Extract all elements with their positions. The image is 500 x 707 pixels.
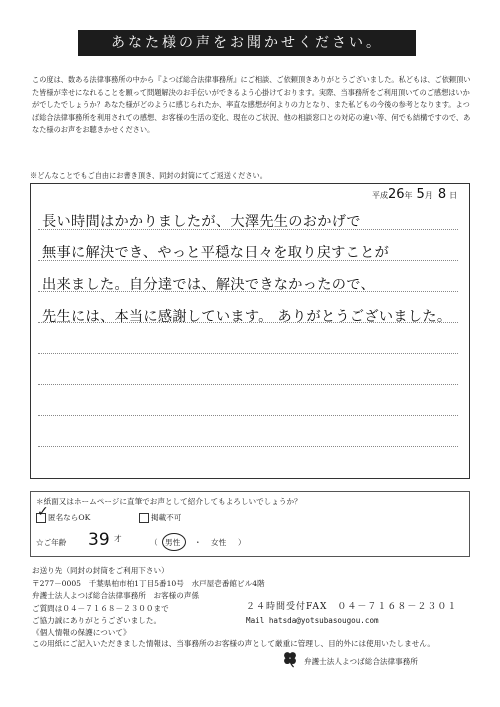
date-year: 26 — [388, 187, 405, 202]
date-era: 平成 — [372, 191, 388, 200]
handwritten-line: 無事に解決でき、やっと平穏な日々を取り戻すことが — [42, 245, 390, 261]
gender-paren-close: ） — [238, 538, 246, 547]
tel-info: ご質問は０４－７１６８－２３００まで — [32, 604, 169, 613]
address: 〒277－0005 千葉県柏市柏1丁目5番10号 水戸屋壱番館ビル4階 — [32, 579, 265, 588]
handwritten-line: 先生には、本当に感謝しています。 ありがとうございました。 — [42, 309, 452, 325]
privacy-text: この用紙にご記入いただきました情報は、当事務所のお客様の声として厳重に管理し、目的外には使用いたしません。 — [32, 639, 435, 648]
date-day-unit: 日 — [449, 191, 458, 200]
age-value: 39 — [88, 530, 110, 550]
opt-anon-label: 匿名ならOK — [48, 513, 91, 522]
date-field — [372, 187, 457, 202]
consent-question: ＊紙面又はホームページに直筆でお声として紹介してもよろしいでしょうか？ — [36, 497, 302, 506]
gender-paren-open: （ — [150, 538, 158, 547]
gender-male[interactable]: 男性 — [165, 538, 181, 547]
ruled-line — [38, 353, 458, 354]
footer-office-name: 弁護士法人よつば総合法律事務所 — [304, 657, 418, 666]
gender-female[interactable]: 女性 — [211, 538, 227, 547]
age-label: ☆ご年齢 — [36, 538, 67, 547]
handwritten-line: 長い時間はかかりましたが、大澤先生のおかげで — [42, 214, 361, 230]
age-unit: 才 — [114, 534, 122, 543]
fax-info: ２４時間受付FAX ０４－７１６８－２３０１ — [246, 602, 458, 612]
thanks-text: ご協力誠にありがとうございました。 — [32, 616, 162, 625]
opt-no-label: 掲載不可 — [151, 513, 182, 522]
ruled-line — [38, 415, 458, 416]
gender-separator: ・ — [194, 538, 202, 547]
instruction-note: ※どんなことでもご自由にお書き頂き、同封の封筒にてご返送ください。 — [30, 171, 267, 180]
date-month: 5 — [416, 187, 425, 202]
ruled-line — [38, 384, 458, 385]
date-day: 8 — [437, 187, 447, 202]
date-year-unit: 年 — [404, 191, 413, 200]
clover-logo-icon — [281, 650, 299, 668]
mail-address[interactable]: Mail hatsda@yotsubasougou.com — [246, 616, 379, 625]
ruled-line — [38, 446, 458, 447]
checkbox[interactable] — [139, 513, 149, 523]
opt-no[interactable] — [139, 512, 181, 523]
office-name: 弁護士法人よつば総合法律事務所 お客様の声係 — [32, 591, 200, 600]
send-to-header: お送り先（同封の封筒をご利用下さい） — [32, 566, 169, 575]
page-title: あなた様の声をお聞かせください。 — [78, 30, 416, 56]
handwritten-line: 出来ました。自分達では、解決できなかったので、 — [42, 277, 375, 293]
check-mark-icon: ✓ — [37, 504, 49, 520]
date-month-unit: 月 — [424, 191, 433, 200]
intro-text: この度は、数ある法律事務所の中から『よつば総合法律事務所』にご相談、ご依頼頂きありがとうございました。私どもは、ご依頼頂いた皆様が幸せになれることを願って問題解決のお手伝いができるよう心掛けております。実際、当事務所をご利用頂いてのご感想はいかがでしたでしょうか？あなた様がどのように感じられたか、率直な感想が何よりの力となり、また私どもの今後の参考となります。よつば総合法律事務所を利用されての感想、お客様の生活の変化、現在のご状況、他の相談窓口との対応の違い等、何でも結構ですので、あなた様のお声をお聴きかせください。 — [32, 75, 471, 135]
privacy-heading: 《個人情報の保護について》 — [32, 628, 131, 637]
